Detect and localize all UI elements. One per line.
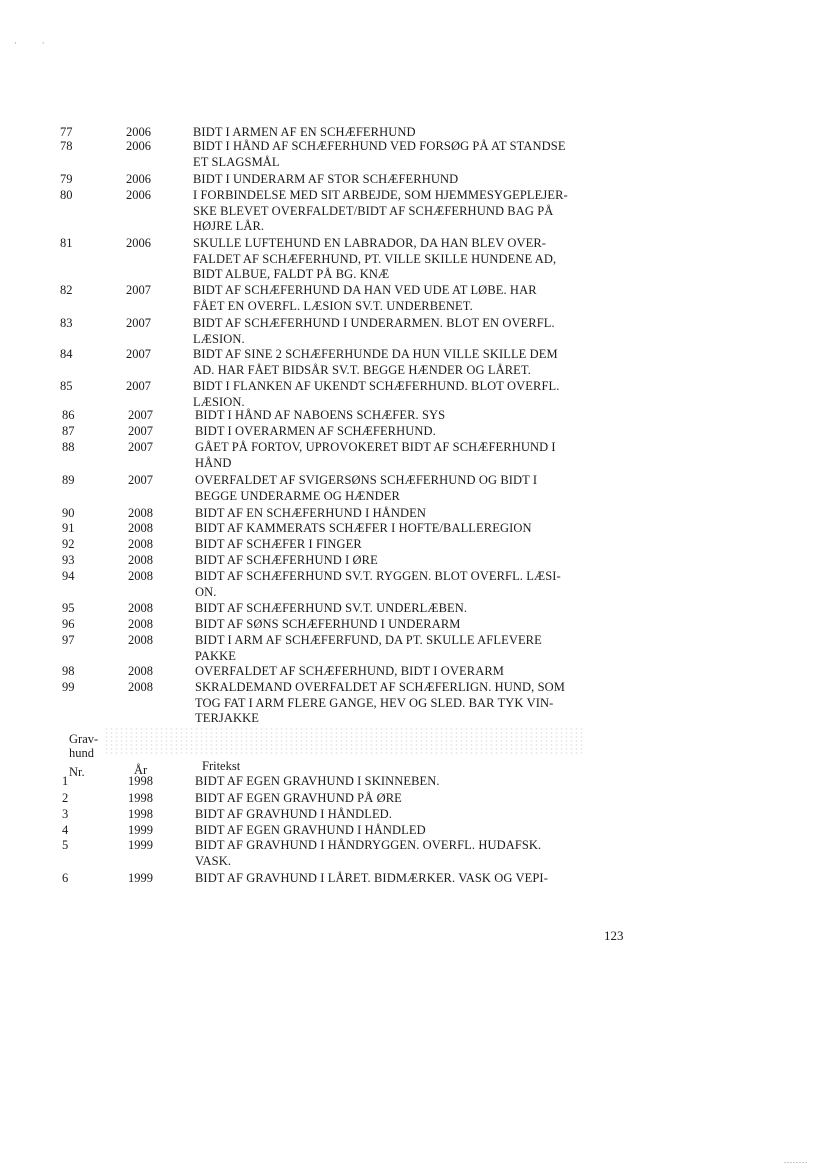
row-year: 2007 bbox=[128, 440, 153, 454]
row-text: BIDT AF EGEN GRAVHUND I SKINNEBEN. bbox=[195, 774, 440, 788]
row-number: 84 bbox=[60, 347, 73, 361]
row-number: 88 bbox=[62, 440, 75, 454]
row-number: 85 bbox=[60, 379, 73, 393]
row-text: BIDT I HÅND AF NABOENS SCHÆFER. SYS bbox=[195, 408, 446, 422]
row-text: BIDT AF SCHÆFERHUND I ØRE bbox=[195, 553, 378, 567]
row-text: BIDT AF GRAVHUND I HÅNDLED. bbox=[195, 807, 393, 821]
row-number: 95 bbox=[62, 601, 75, 615]
row-number: 81 bbox=[60, 236, 73, 250]
row-number: 3 bbox=[62, 807, 69, 821]
row-text: BIDT AF SCHÆFER I FINGER bbox=[195, 537, 362, 551]
gravhund-section-title: Grav- hund bbox=[69, 732, 99, 760]
row-year: 2008 bbox=[128, 553, 153, 567]
scan-specks: · · bbox=[14, 38, 45, 48]
page-number: 123 bbox=[604, 928, 624, 943]
row-text: BIDT AF GRAVHUND I HÅNDRYGGEN. OVERFL. HUDAFSK. VASK. bbox=[195, 838, 542, 868]
row-year: 2008 bbox=[128, 569, 153, 583]
row-year: 2008 bbox=[128, 664, 153, 678]
row-text: BIDT AF SCHÆFERHUND I UNDERARMEN. BLOT EN OVERFL. LÆSION. bbox=[193, 316, 555, 346]
row-year: 1999 bbox=[128, 838, 153, 852]
row-year: 1999 bbox=[128, 823, 153, 837]
row-number: 82 bbox=[60, 283, 73, 297]
row-text: BIDT I FLANKEN AF UKENDT SCHÆFERHUND. BLOT OVERFL. LÆSION. bbox=[193, 379, 560, 409]
row-number: 1 bbox=[62, 774, 69, 788]
row-year: 2008 bbox=[128, 506, 153, 520]
scan-mark: ........ bbox=[784, 1156, 808, 1165]
row-year: 2008 bbox=[128, 617, 153, 631]
row-year: 2006 bbox=[126, 188, 151, 202]
row-year: 2006 bbox=[126, 172, 151, 186]
column-header-nr: Nr. bbox=[69, 765, 85, 779]
row-number: 2 bbox=[62, 791, 69, 805]
row-text: BIDT AF SCHÆFERHUND SV.T. UNDERLÆBEN. bbox=[195, 601, 468, 615]
row-text: BIDT I UNDERARM AF STOR SCHÆFERHUND bbox=[193, 172, 459, 186]
row-number: 5 bbox=[62, 838, 69, 852]
row-number: 96 bbox=[62, 617, 75, 631]
row-text: BIDT I ARM AF SCHÆFERFUND, DA PT. SKULLE AFLEVERE PAKKE bbox=[195, 633, 542, 663]
row-year: 2006 bbox=[126, 125, 151, 139]
row-number: 97 bbox=[62, 633, 75, 647]
row-number: 4 bbox=[62, 823, 69, 837]
row-year: 2008 bbox=[128, 633, 153, 647]
row-year: 2006 bbox=[126, 236, 151, 250]
row-text: BIDT AF EN SCHÆFERHUND I HÅNDEN bbox=[195, 506, 427, 520]
row-text: BIDT AF EGEN GRAVHUND PÅ ØRE bbox=[195, 791, 402, 805]
row-text: BIDT AF SCHÆFERHUND DA HAN VED UDE AT LØBE. HAR FÅET EN OVERFL. LÆSION SV.T. UNDERBENET. bbox=[193, 283, 537, 313]
row-year: 2007 bbox=[126, 316, 151, 330]
row-text: SKRALDEMAND OVERFALDET AF SCHÆFERLIGN. HUND, SOM TOG FAT I ARM FLERE GANGE, HEV OG SLED. BAR TYK VIN- TERJAKKE bbox=[195, 680, 565, 725]
row-year: 2006 bbox=[126, 139, 151, 153]
column-header-fritekst: Fritekst bbox=[202, 759, 241, 773]
row-number: 87 bbox=[62, 424, 75, 438]
row-year: 2007 bbox=[128, 473, 153, 487]
row-text: I FORBINDELSE MED SIT ARBEJDE, SOM HJEMMESYGEPLEJER- SKE BLEVET OVERFALDET/BIDT AF SCHÆFERHUND BAG PÅ HØJRE LÅR. bbox=[193, 188, 568, 233]
row-year: 2008 bbox=[128, 521, 153, 535]
row-year: 1998 bbox=[128, 791, 153, 805]
row-year: 2007 bbox=[126, 347, 151, 361]
row-text: BIDT I ARMEN AF EN SCHÆFERHUND bbox=[193, 125, 416, 139]
row-year: 1998 bbox=[128, 774, 153, 788]
row-number: 93 bbox=[62, 553, 75, 567]
row-number: 99 bbox=[62, 680, 75, 694]
row-year: 2007 bbox=[128, 424, 153, 438]
scan-noise bbox=[104, 727, 584, 755]
row-number: 79 bbox=[60, 172, 73, 186]
row-number: 80 bbox=[60, 188, 73, 202]
row-year: 2007 bbox=[126, 283, 151, 297]
column-header-year: År bbox=[134, 763, 148, 777]
row-number: 77 bbox=[60, 125, 73, 139]
row-text: BIDT AF EGEN GRAVHUND I HÅNDLED bbox=[195, 823, 426, 837]
row-number: 91 bbox=[62, 521, 75, 535]
row-year: 2007 bbox=[128, 408, 153, 422]
row-number: 83 bbox=[60, 316, 73, 330]
row-text: BIDT AF GRAVHUND I LÅRET. BIDMÆRKER. VASK OG VEPI- bbox=[195, 871, 548, 885]
row-year: 2008 bbox=[128, 680, 153, 694]
row-text: BIDT AF SINE 2 SCHÆFERHUNDE DA HUN VILLE SKILLE DEM AD. HAR FÅET BIDSÅR SV.T. BEGGE HÆNDER OG LÅRET. bbox=[193, 347, 558, 377]
row-text: SKULLE LUFTEHUND EN LABRADOR, DA HAN BLEV OVER- FALDET AF SCHÆFERHUND, PT. VILLE SKILLE HUNDENE AD, BIDT ALBUE, FALDT PÅ BG. KNÆ bbox=[193, 236, 557, 281]
row-number: 6 bbox=[62, 871, 69, 885]
row-text: BIDT I OVERARMEN AF SCHÆFERHUND. bbox=[195, 424, 436, 438]
row-year: 1999 bbox=[128, 871, 153, 885]
row-text: OVERFALDET AF SVIGERSØNS SCHÆFERHUND OG BIDT I BEGGE UNDERARME OG HÆNDER bbox=[195, 473, 538, 503]
row-number: 98 bbox=[62, 664, 75, 678]
row-number: 89 bbox=[62, 473, 75, 487]
row-year: 1998 bbox=[128, 807, 153, 821]
row-year: 2007 bbox=[126, 379, 151, 393]
row-number: 78 bbox=[60, 139, 73, 153]
row-number: 90 bbox=[62, 506, 75, 520]
row-text: GÅET PÅ FORTOV, UPROVOKERET BIDT AF SCHÆFERHUND I HÅND bbox=[195, 440, 556, 470]
row-text: BIDT AF KAMMERATS SCHÆFER I HOFTE/BALLEREGION bbox=[195, 521, 532, 535]
row-text: OVERFALDET AF SCHÆFERHUND, BIDT I OVERARM bbox=[195, 664, 504, 678]
row-year: 2008 bbox=[128, 537, 153, 551]
row-number: 92 bbox=[62, 537, 75, 551]
row-number: 86 bbox=[62, 408, 75, 422]
row-number: 94 bbox=[62, 569, 75, 583]
row-text: BIDT I HÅND AF SCHÆFERHUND VED FORSØG PÅ AT STANDSE ET SLAGSMÅL bbox=[193, 139, 566, 169]
row-year: 2008 bbox=[128, 601, 153, 615]
row-text: BIDT AF SCHÆFERHUND SV.T. RYGGEN. BLOT OVERFL. LÆSI- ON. bbox=[195, 569, 561, 599]
row-text: BIDT AF SØNS SCHÆFERHUND I UNDERARM bbox=[195, 617, 461, 631]
